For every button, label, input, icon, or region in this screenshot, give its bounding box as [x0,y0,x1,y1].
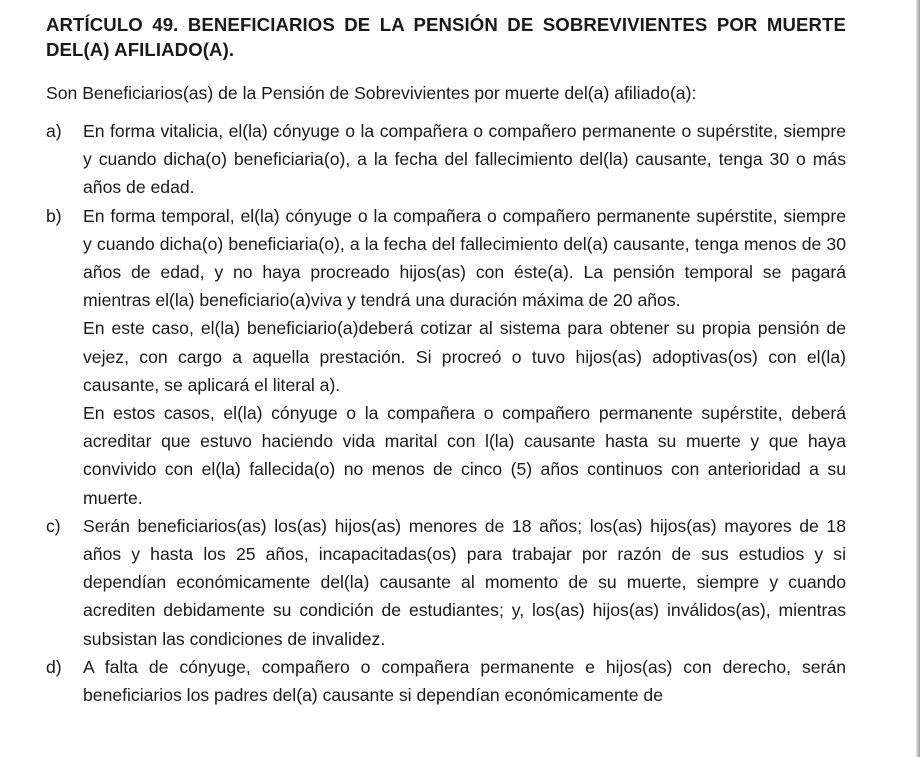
item-paragraph: A falta de cónyuge, compañero o compañera permanente e hijos(as) con derecho, serán beneficiarios los padres del(a) causante si dependían económicamente de [83,656,846,706]
item-paragraph: En forma temporal, el(la) cónyuge o la compañera o compañero permanente supérstite, siempre y cuando dicha(o) beneficiaria(o), a la fecha del fallecimiento del(a) causante, tenga menos de 30 años de edad, y no haya procreado hijos(as) con éste(a). La pensión temporal se pagará mientras el(la) beneficiario(a)viva y tendrá una duración máxima de 20 años. [83,205,846,311]
document-page [46,0,846,715]
beneficiary-list [46,117,846,715]
item-marker: b) [46,205,62,226]
item-marker: c) [46,515,61,536]
list-item-c [46,512,846,653]
item-paragraph: Serán beneficiarios(as) los(as) hijos(as) menores de 18 años; los(as) hijos(as) mayores de 18 años y hasta los 25 años, incapacitadas(os) para trabajar por razón de sus estudios y si dependían económicamente del(la) causante al momento de su muerte, siempre y cuando acrediten debidamente su condición de estudiantes; y, los(as) hijos(as) inválidos(as), mientras subsistan las condiciones de invalidez. [83,515,846,649]
page-edge-shadow [916,0,920,757]
list-item-b [46,202,846,512]
item-marker: d) [46,656,62,677]
list-item-a [46,117,846,202]
item-paragraph: En estos casos, el(la) cónyuge o la compañera o compañero permanente supérstite, deberá acreditar que estuvo haciendo vida marital con l(la) causante hasta su muerte y que haya convivido con el(la) fallecida(o) no menos de cinco (5) años continuos con anterioridad a su muerte. [83,403,846,508]
article-intro: Son Beneficiarios(as) de la Pensión de Sobrevivientes por muerte del(a) afiliado(a): [46,83,697,103]
article-title: ARTÍCULO 49. BENEFICIARIOS DE LA PENSIÓN DE SOBREVIVIENTES POR MUERTE DEL(A) AFILIADO(A). [46,14,846,60]
item-marker: a) [46,121,62,141]
list-item-d [46,653,846,715]
item-content [83,202,846,512]
item-content [83,512,846,653]
item-content [83,117,846,202]
item-paragraph: En forma vitalicia, el(la) cónyuge o la compañera o compañero permanente o supérstite, siempre y cuando dicha(o) beneficiaria(o), a la fecha del fallecimiento del(la) causante, tenga 30 o más años de edad. [83,121,846,198]
item-content [83,653,846,709]
item-paragraph: En este caso, el(la) beneficiario(a)deberá cotizar al sistema para obtener su propia pensión de vejez, con cargo a aquella prestación. Si procreó o tuvo hijos(as) adoptivas(os) con el(la) causante, se aplicará el literal a). [83,318,846,395]
